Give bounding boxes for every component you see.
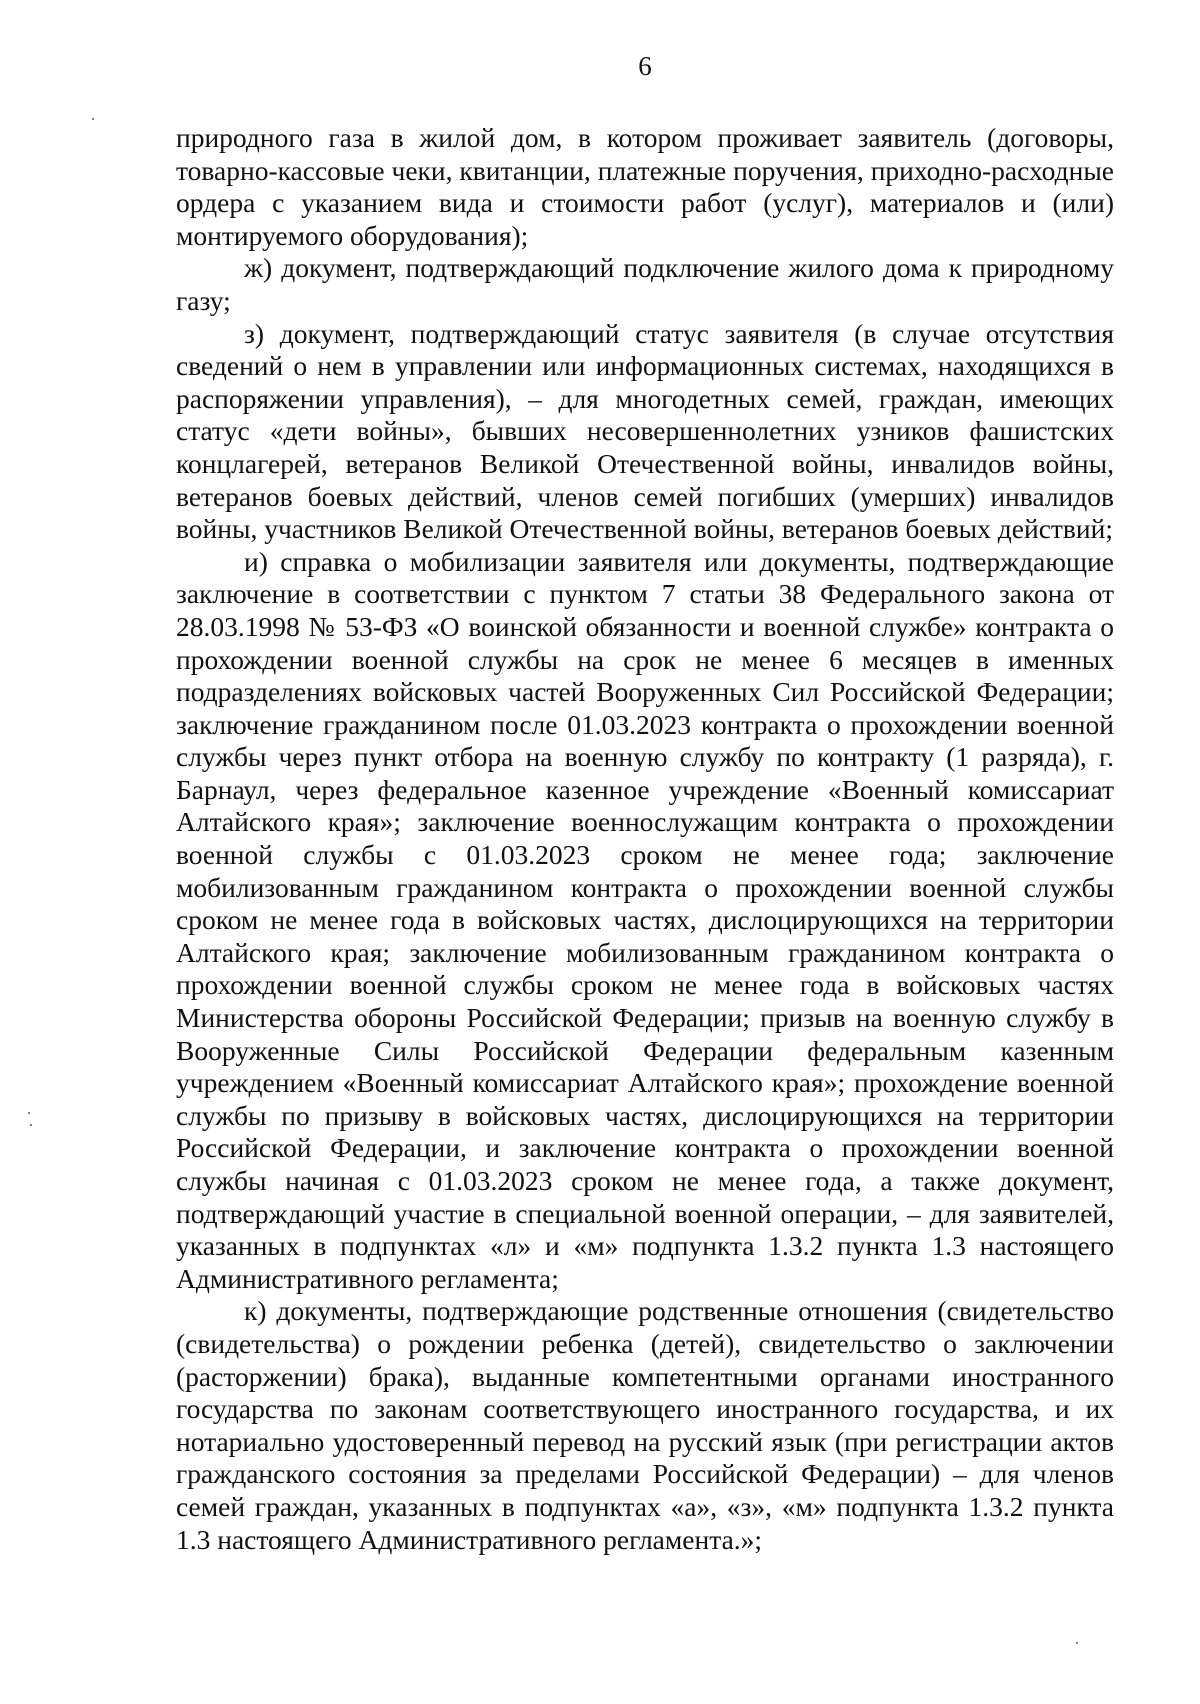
paragraph-item-i: и) справка о мобилизации заявителя или документы, подтверждающие заключение в соответствии с пунктом 7 статьи 38 Федерального закона от 28.03.1998 № 53-ФЗ «О воинской обязанности и военной службе» контракта о прохождении военной службы на срок не менее 6 месяцев в именных подразделениях войсковых частей Вооруженных Сил Российской Федерации; заключение гражданином после 01.03.2023 контракта о прохождении военной службы через пункт отбора на военную службу по контракту (1 разряда), г. Барнаул, через федеральное казенное учреждение «Военный комиссариат Алтайского края»; заключение военнослужащим контракта о прохождении военной службы с 01.03.2023 сроком не менее года; заключение мобилизованным гражданином контракта о прохождении военной службы сроком не менее года в войсковых частях, дислоцирующихся на территории Алтайского края; заключение мобилизованным гражданином контракта о прохождении военной службы сроком не менее года в войсковых частях Министерства обороны Российской Федерации; призыв на военную службу в Вооруженные Силы Российской Федерации федеральным казенным учреждением «Военный комиссариат Алтайского края»; прохождение военной службы по призыву в войсковых частях, дислоцирующихся на территории Российской Федерации, и заключение контракта о прохождении военной службы начиная с 01.03.2023 сроком не менее года, а также документ, подтверждающий участие в специальной военной операции, – для заявителей, указанных в подпунктах «л» и «м» подпункта 1.3.2 пункта 1.3 настоящего Административного регламента; (176, 545, 1114, 1294)
paragraph-item-zh: ж) документ, подтверждающий подключение жилого дома к природному газу; (176, 252, 1114, 316)
page-number: 6 (638, 51, 652, 81)
paragraph-item-z: з) документ, подтверждающий статус заявителя (в случае отсутствия сведений о нем в управлении или информационных системах, находящихся в распоряжении управления), – для многодетных семей, граждан, имеющих статус «дети войны», бывших несовершеннолетних узников фашистских концлагерей, ветеранов Великой Отечественной войны, инвалидов войны, ветеранов боевых действий, членов семей погибших (умерших) инвалидов войны, участников Великой Отечественной войны, ветеранов боевых действий; (176, 317, 1114, 545)
paragraph-continuation: природного газа в жилой дом, в котором проживает заявитель (договоры, товарно-кассовые чеки, квитанции, платежные поручения, приходно-расходные ордера с указанием вида и стоимости работ (услуг), материалов и (или) монтируемого оборудования); (176, 122, 1114, 251)
scan-speck (1076, 1642, 1078, 1644)
scan-speck (92, 118, 94, 120)
paragraph-item-k: к) документы, подтверждающие родственные отношения (свидетельство (свидетельства) о рождении ребенка (детей), свидетельство о заключении (расторжении) брака), выданные компетентными органами иностранного государства по законам соответствующего иностранного государства, и их нотариально удостоверенный перевод на русский язык (при регистрации актов гражданского состояния за пределами Российской Федерации) – для членов семей граждан, указанных в подпунктах «а», «з», «м» подпункта 1.3.2 пункта 1.3 настоящего Административного регламента.»; (176, 1295, 1114, 1555)
scan-speck (30, 1124, 32, 1126)
document-body (176, 122, 1114, 1556)
scan-speck (28, 1112, 30, 1114)
